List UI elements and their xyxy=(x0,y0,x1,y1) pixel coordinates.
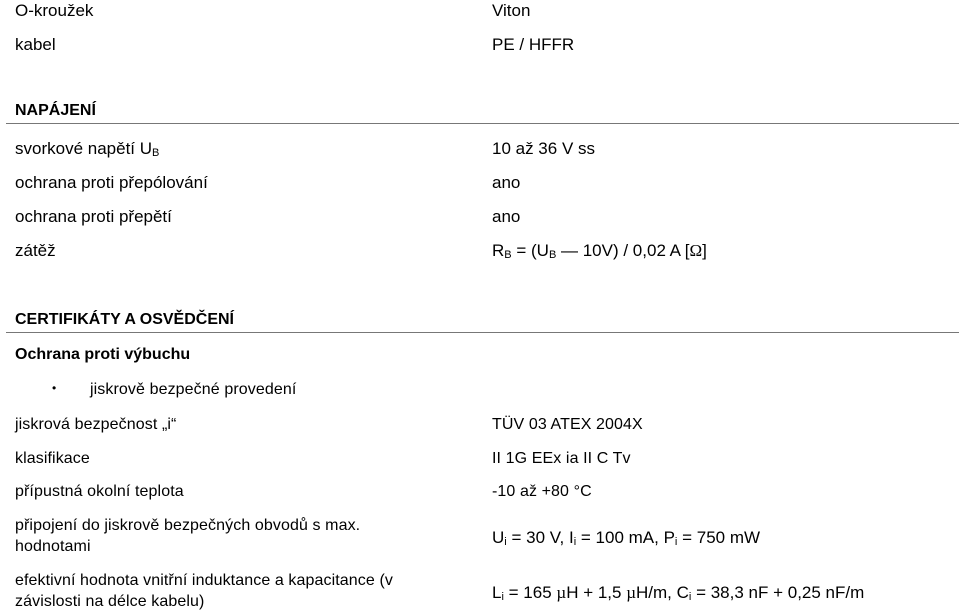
intrinsic-safety-label: jiskrová bezpečnost „i“ xyxy=(15,416,177,433)
intrinsic-safety-value: TÜV 03 ATEX 2004X xyxy=(492,416,643,433)
cable-value: PE / HFFR xyxy=(492,35,575,54)
terminal-voltage-label: svorkové napětí $U_B$ xyxy=(15,139,160,159)
classification-value: II 1G EEx ia II C Tv xyxy=(492,450,631,467)
inductance-label-line2: závislosti na délce kabelu) xyxy=(15,593,205,610)
connection-label-line1: připojení do jiskrově bezpečných obvodů s max. xyxy=(15,517,361,534)
ambient-temperature-value: -10 až +80 °C xyxy=(492,483,592,500)
power-section-rule xyxy=(6,123,959,124)
certificates-section-rule xyxy=(6,332,959,333)
cable-label: kabel xyxy=(15,35,56,54)
overvoltage-protection-value: ano xyxy=(492,207,521,226)
bullet-icon: • xyxy=(52,381,57,395)
certificates-section-title: CERTIFIKÁTY A OSVĚDČENÍ xyxy=(15,311,234,328)
load-label: zátěž xyxy=(15,241,56,260)
o-ring-value: Viton xyxy=(492,1,531,20)
polarity-protection-label: ochrana proti přepólování xyxy=(15,173,208,192)
o-ring-label: O-kroužek xyxy=(15,1,94,20)
classification-label: klasifikace xyxy=(15,450,90,467)
ambient-temperature-label: přípustná okolní teplota xyxy=(15,483,184,500)
explosion-protection-title: Ochrana proti výbuchu xyxy=(15,346,191,363)
intrinsic-safety-bullet-text: jiskrově bezpečné provedení xyxy=(90,381,297,398)
overvoltage-protection-label: ochrana proti přepětí xyxy=(15,207,172,226)
polarity-protection-value: ano xyxy=(492,173,521,192)
connection-value: $U_i = 30$ V, $I_i = 100$ mA, $P_i = 750$ mW xyxy=(492,528,761,548)
power-section-title: NAPÁJENÍ xyxy=(15,102,96,119)
inductance-label-line1: efektivní hodnota vnitřní induktance a kapacitance (v xyxy=(15,572,393,589)
load-value: $R_B = (U_B$ — 10V) / 0,02 A [Ω] xyxy=(492,241,707,261)
inductance-value: $L_i = 165$ µH + 1,5 µH/m, $C_i = 38,3$ nF + 0,25 nF/m xyxy=(492,583,865,603)
terminal-voltage-value: 10 až 36 V ss xyxy=(492,139,596,158)
connection-label-line2: hodnotami xyxy=(15,538,91,555)
